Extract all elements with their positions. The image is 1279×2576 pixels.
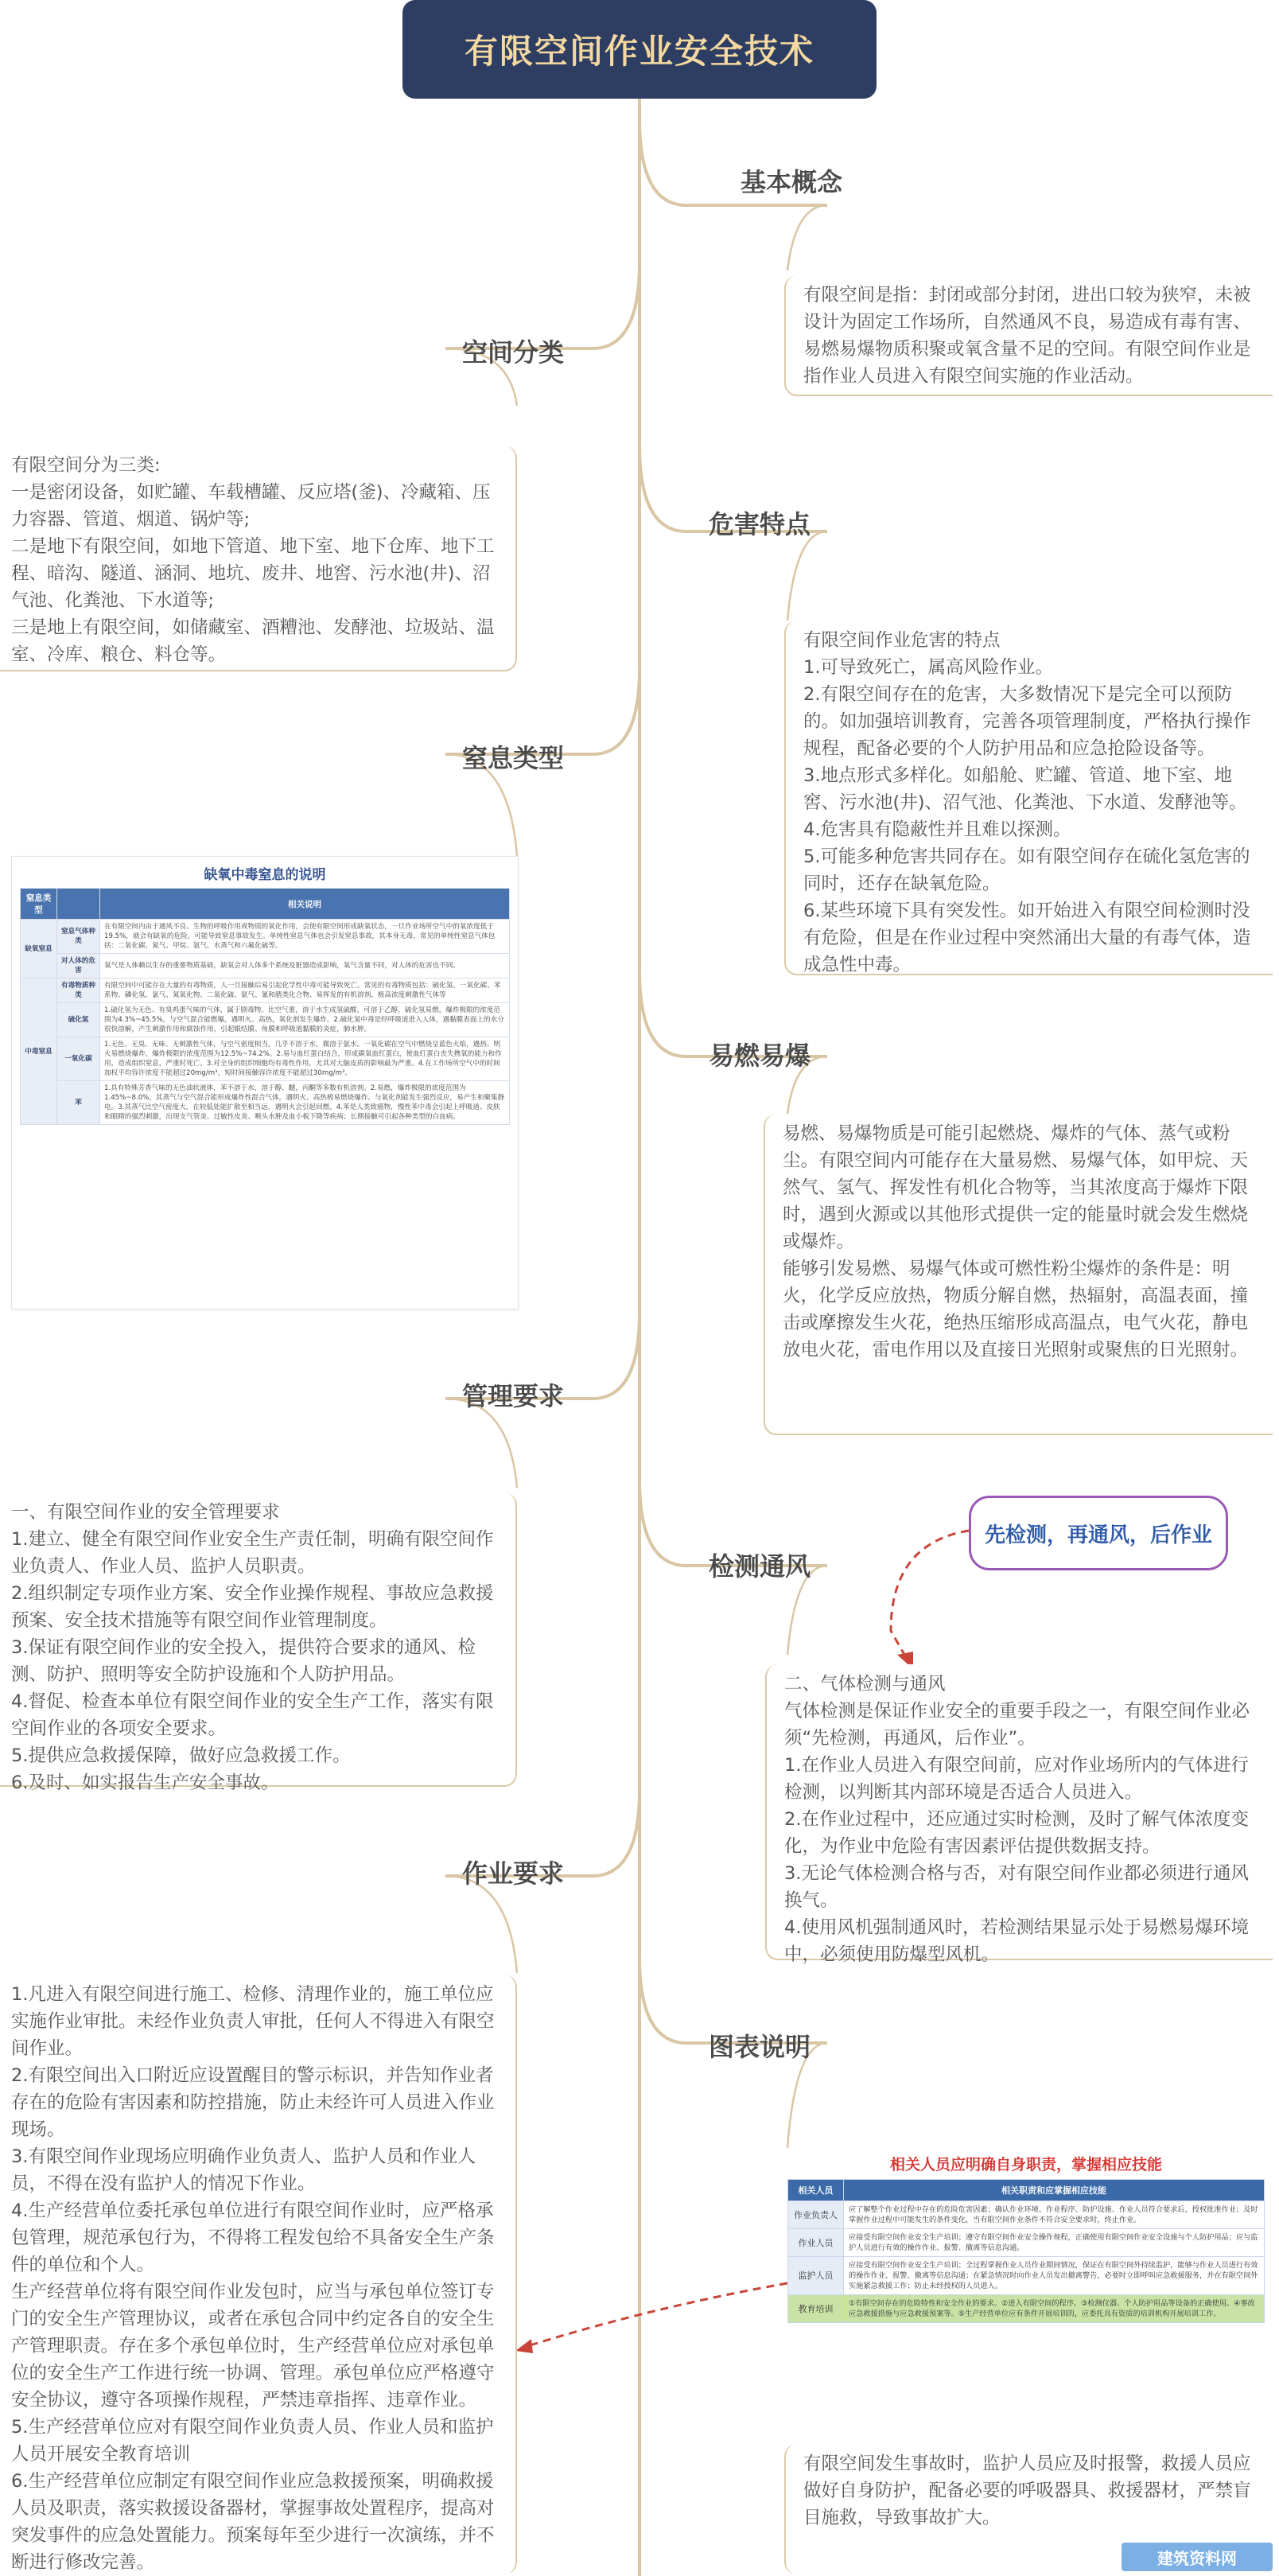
table-row: [21, 1081, 510, 1125]
description-cell: 有限空间中可能存在大量的有毒物质，人一旦接触后易引起化学性中毒可能导致死亡。常见的有毒物质包括：硫化氢、一氧化碳、苯系物、磷化氢、氯气、氮氧化物、二氧化硫、氨气、氰和腈类化合物、易挥发的有机溶剂、极高浓度刺激性气体等: [100, 979, 510, 1003]
branch-basic[interactable]: 基本概念: [740, 167, 842, 197]
group-cell: 中毒窒息: [21, 979, 57, 1125]
table-row: [788, 2295, 1265, 2323]
category-cell: 一氧化碳: [57, 1037, 100, 1081]
description-cell: 氧气是人体赖以生存的重要物质基础，缺氧会对人体多个系统及脏器造成影响，氧气含量不同，对人体的危害也不同。: [100, 954, 510, 979]
table-row: [788, 2257, 1265, 2295]
table-row: [21, 920, 510, 954]
role-cell: 监护人员: [788, 2257, 844, 2295]
responsibility-table: [787, 2179, 1265, 2323]
hypoxia-table: [20, 888, 510, 1125]
table-row: [21, 954, 510, 979]
hypoxia-header-desc: 相关说明: [100, 889, 510, 920]
category-cell: 苯: [57, 1081, 100, 1125]
description-cell: 1.具有特殊芳香气味的无色油状液体，苯不溶于水，溶于醇、醚，丙酮等多数有机溶剂。2.易燃，爆炸极限的浓度范围为1.45%~8.0%，其蒸气与空气混合能形成爆炸性混合气体，遇明火、高热极易燃烧爆炸。与氧化剂能发生强烈反应，易产生和聚集静电。3.其蒸气比空气密度大，在较低处能扩散至相当远，遇明火会引起回燃。4.苯是人类致癌物，慢性苯中毒会引起上呼吸道、皮肤和眼睛的强烈刺激，出现支气管炎、过敏性皮炎、喉头水肿及血小板下降等疾病；长期接触可引起各种类型的白血病。: [100, 1081, 510, 1125]
branch-suffocation[interactable]: 窒息类型: [461, 743, 564, 773]
hypoxia-header-type: 窒息类型: [21, 889, 57, 920]
text-basic: 有限空间是指：封闭或部分封闭，进出口较为狭窄，未被设计为固定工作场所，自然通风不良，易造成有毒有害、易燃易爆物质积聚或氧含量不足的空间。有限空间作业是指作业人员进入有限空间实施的作业活动。: [784, 275, 1273, 396]
description-cell: 在有限空间内由于通风不良、生物的呼吸作用或物质的氧化作用，会使有限空间形成缺氧状态，一旦作业场所空气中的氧浓度低于19.5%，就会有缺氧的危险，可能导致窒息事故发生。单纯性窒息气体也会引发窒息事故，其本身无毒，常见的单纯性窒息气体包括：二氧化碳、氮气、甲烷、氩气、水蒸气和六氟化硫等。: [100, 920, 510, 954]
description-cell: 1.无色、无臭、无味、无刺激性气体，与空气密度相当，几乎不溶于水，微溶于氨水。一氧化碳在空气中燃烧呈蓝色火焰，遇热、明火易燃烧爆炸，爆炸极限的浓度范围为12.5%~74.2%。2.易与血红蛋白结合，形成碳氧血红蛋白，使血红蛋白丧失携氧的能力和作用，造成组织窒息，严重时死亡。3.对全身的组织细胞均有毒性作用，尤其对大脑皮质的影响最为严重。4.在工作场所空气中的时间加权平均容许浓度不能超过20mg/m³，短时间接触容许浓度不能超过30mg/m³。: [100, 1037, 510, 1081]
table-row: [21, 979, 510, 1003]
text-chart: 有限空间发生事故时，监护人员应及时报警，救援人员应做好自身防护，配备必要的呼吸器具、救援器材，严禁盲目施救，导致事故扩大。: [784, 2444, 1273, 2574]
category-cell: 有毒物质种类: [57, 979, 100, 1003]
resp-header-duty: 相关职责和应掌握相应技能: [844, 2180, 1265, 2201]
text-flammable: 易燃、易爆物质是可能引起燃烧、爆炸的气体、蒸气或粉尘。有限空间内可能存在大量易燃、易爆气体，如甲烷、天然气、氢气、挥发性有机化合物等，当其浓度高于爆炸下限时，遇到火源或以其他形式提供一定的能量时就会发生燃烧或爆炸。 能够引发易燃、易爆气体或可燃性粉尘爆炸的条件是：明火，化学反应放热，物质分解自燃，热辐射，高温表面，撞击或摩擦发生火花，绝热压缩形成高温点，电气火花，静电放电火花，雷电作用以及直接日光照射或聚焦的日光照射。: [764, 1114, 1273, 1435]
duty-cell: ①有限空间存在的危险特性和安全作业的要求。②进入有限空间的程序。③检测仪器、个人防护用品等设备的正确使用。④事故应急救援措施与应急救援预案等。⑤生产经营单位应有条件开展培训的，应委托具有资质的培训机构开展培训工作。: [844, 2295, 1265, 2323]
chart-arrow-head: [515, 2339, 533, 2353]
responsibility-table-card: [787, 2148, 1265, 2442]
role-cell: 教育培训: [788, 2295, 844, 2323]
text-space: 有限空间分为三类: 一是密闭设备，如贮罐、车载槽罐、反应塔(釜)、冷藏箱、压力容器、管道、烟道、锅炉等; 二是地下有限空间，如地下管道、地下室、地下仓库、地下工程、暗沟、隧道、涵洞、地坑、废井、地窖、污水池(井)、沼气池、化粪池、下水道等; 三是地上有限空间，如储藏室、酒糟池、发酵池、垃圾站、温室、冷库、粮仓、料仓等。: [0, 446, 517, 671]
duty-cell: 应接受有限空间作业安全生产培训；全过程掌握作业人员作业期间情况，保证在有限空间外持续监护，能够与作业人员进行有效的操作作业、报警、撤离等信息沟通；在紧急情况时向作业人员发出撤离警告，必要时立即呼叫应急救援服务，并在有限空间外实施紧急救援工作；防止未经授权的人员进入。: [844, 2257, 1265, 2295]
text-management: 一、有限空间作业的安全管理要求 1.建立、健全有限空间作业安全生产责任制，明确有限空间作业负责人、作业人员、监护人员职责。 2.组织制定专项作业方案、安全作业操作规程、事故应急救援预案、安全技术措施等有限空间作业管理制度。 3.保证有限空间作业的安全投入，提供符合要求的通风、检测、防护、照明等安全防护设施和个人防护用品。 4.督促、检查本单位有限空间作业的安全生产工作，落实有限空间作业的各项安全要求。 5.提供应急救援保障，做好应急救援工作。 6.及时、如实报告生产安全事故。: [0, 1492, 517, 1787]
branch-management[interactable]: 管理要求: [461, 1381, 564, 1411]
role-cell: 作业负责人: [788, 2201, 844, 2229]
category-cell: 对人体的危害: [57, 954, 100, 979]
table-row: [788, 2201, 1265, 2229]
watermark-logo: 建筑资料网: [1122, 2543, 1273, 2571]
duty-cell: 应了解整个作业过程中存在的危险危害因素；确认作业环境、作业程序、防护设施、作业人员符合要求后，授权批准作业；及时掌握作业过程中可能发生的条件变化，当有限空间作业条件不符合安全要求时，终止作业。: [844, 2201, 1265, 2229]
note-arrow: [891, 1531, 969, 1659]
text-hazard: 有限空间作业危害的特点 1.可导致死亡，属高风险作业。 2.有限空间存在的危害，大多数情况下是完全可以预防的。如加强培训教育，完善各项管理制度，严格执行操作规程，配备必要的个人防护用品和应急抢险设备等。 3.地点形式多样化。如船舱、贮罐、管道、地下室、地窖、污水池(井)、沼气池、化粪池、下水道、发酵池等。 4.危害具有隐蔽性并且难以探测。 5.可能多种危害共同存在。如有限空间存在硫化氢危害的同时，还存在缺氧危险。 6.某些环境下具有突发性。如开始进入有限空间检测时没有危险，但是在作业过程中突然涌出大量的有毒气体，造成急性中毒。: [784, 621, 1273, 975]
hypoxia-table-title: 缺氧中毒窒息的说明: [204, 867, 326, 883]
branch-flammable[interactable]: 易燃易爆: [708, 1041, 811, 1071]
responsibility-table-title: 相关人员应明确自身职责，掌握相应技能: [889, 2156, 1162, 2173]
category-cell: 窒息气体种类: [57, 920, 100, 954]
description-cell: 1.硫化氢为无色、有臭鸡蛋气味的气体，属于剧毒物。比空气重，溶于水生成氢硫酸，可溶于乙醇，硫化氢易燃，爆炸极限的浓度范围为4.3%~45.5%，与空气混合能燃爆，遇明火、高热，氧化剂发生爆炸。2.硫化氢中毒是经呼吸道进入人体，遇黏膜表面上的水分很快溶解，产生刺激作用和腐蚀作用，引起眼结膜、角膜和呼吸道黏膜的炎症，肺水肿。: [100, 1003, 510, 1037]
chart-arrow: [525, 2283, 787, 2347]
table-row: [788, 2229, 1265, 2257]
branch-chart[interactable]: 图表说明: [708, 2032, 811, 2062]
role-cell: 作业人员: [788, 2229, 844, 2257]
link-basic-text: [787, 205, 827, 270]
root-title: 有限空间作业安全技术: [402, 0, 877, 99]
category-cell: 硫化氢: [57, 1003, 100, 1037]
table-row: [21, 1037, 510, 1081]
note-detect-ventilate: 先检测，再通风，后作业: [969, 1496, 1228, 1570]
group-cell: 缺氧窒息: [21, 920, 57, 979]
branch-space[interactable]: 空间分类: [461, 337, 564, 368]
duty-cell: 应接受有限空间作业安全生产培训；遵守有限空间作业安全操作规程，正确使用有限空间作业安全设施与个人防护用品；应与监护人员进行有效的操作作业、报警、撤离等信息沟通。: [844, 2229, 1265, 2257]
text-work: 1.凡进入有限空间进行施工、检修、清理作业的，施工单位应实施作业审批。未经作业负责人审批，任何人不得进入有限空间作业。 2.有限空间出入口附近应设置醒目的警示标识，并告知作业者存在的危险有害因素和防控措施，防止未经许可人员进入作业现场。 3.有限空间作业现场应明确作业负责人、监护人员和作业人员，不得在没有监护人的情况下作业。 4.生产经营单位委托承包单位进行有限空间作业时，应严格承包管理，规范承包行为，不得将工程发包给不具备安全生产条件的单位和个人。 生产经营单位将有限空间作业发包时，应当与承包单位签订专门的安全生产管理协议，或者在承包合同中约定各自的安全生产管理职责。存在多个承包单位时，生产经营单位应对承包单位的安全生产工作进行统一协调、管理。承包单位应严格遵守安全协议，遵守各项操作规程，严禁违章指挥、违章作业。 5.生产经营单位应对有限空间作业负责人员、作业人员和监护人员开展安全教育培训 6.生产经营单位应制定有限空间作业应急救援预案，明确救援人员及职责，落实救援设备器材，掌握事故处置程序，提高对突发事件的应急处置能力。预案每年至少进行一次演练，并不断进行修改完善。: [0, 1975, 517, 2574]
hypoxia-header-blank: [57, 889, 100, 920]
branch-work[interactable]: 作业要求: [461, 1858, 564, 1889]
hypoxia-table-card: [11, 856, 519, 1309]
branch-hazard[interactable]: 危害特点: [708, 509, 811, 539]
text-detection: 二、气体检测与通风 气体检测是保证作业安全的重要手段之一，有限空间作业必须“先检测，再通风，后作业”。 1.在作业人员进入有限空间前，应对作业场所内的气体进行检测，以判断其内部环境是否适合人员进入。 2.在作业过程中，还应通过实时检测，及时了解气体浓度变化，为作业中危险有害因素评估提供数据支持。 3.无论气体检测合格与否，对有限空间作业都必须进行通风换气。 4.使用风机强制通风时，若检测结果显示处于易燃易爆环境中，必须使用防爆型风机。: [765, 1664, 1273, 1960]
table-row: [21, 1003, 510, 1037]
branch-detection[interactable]: 检测通风: [708, 1551, 811, 1582]
resp-header-role: 相关人员: [788, 2180, 844, 2201]
